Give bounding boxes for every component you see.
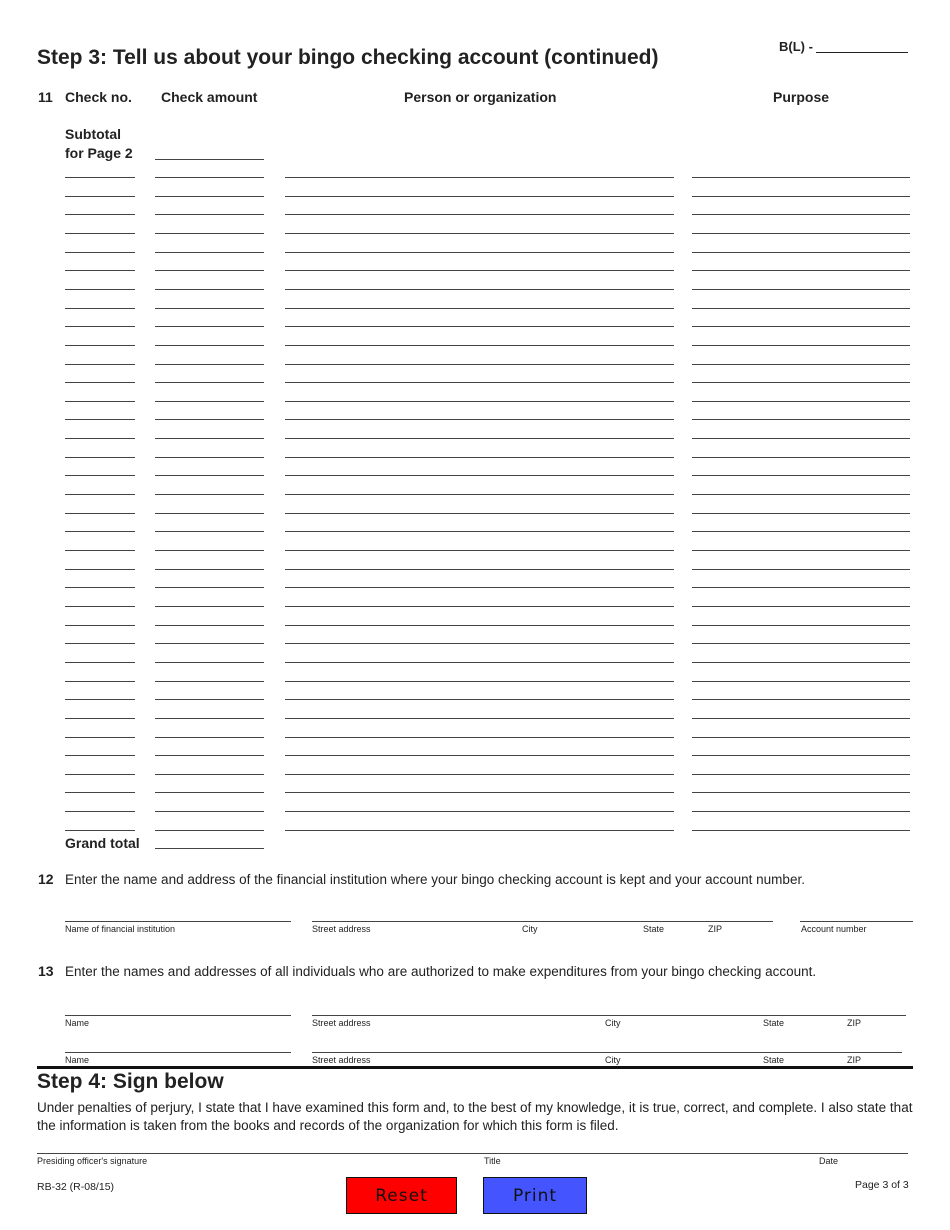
person-org-line[interactable] (285, 345, 674, 346)
person-org-line[interactable] (285, 531, 674, 532)
purpose-line[interactable] (692, 625, 910, 626)
print-button[interactable]: Print (483, 1177, 587, 1214)
check-no-line[interactable] (65, 382, 135, 383)
check-no-line[interactable] (65, 755, 135, 756)
person-org-line[interactable] (285, 587, 674, 588)
purpose-line[interactable] (692, 681, 910, 682)
purpose-line[interactable] (692, 289, 910, 290)
check-amount-line[interactable] (155, 177, 264, 178)
person-org-line[interactable] (285, 177, 674, 178)
check-amount-line[interactable] (155, 326, 264, 327)
person-org-line[interactable] (285, 699, 674, 700)
check-amount-line[interactable] (155, 457, 264, 458)
person-org-line[interactable] (285, 625, 674, 626)
purpose-line[interactable] (692, 475, 910, 476)
check-no-line[interactable] (65, 699, 135, 700)
purpose-line[interactable] (692, 457, 910, 458)
person-org-line[interactable] (285, 382, 674, 383)
check-amount-line[interactable] (155, 513, 264, 514)
caption-signature: Presiding officer's signature (37, 1156, 148, 1166)
check-amount-line[interactable] (155, 811, 264, 812)
col-check-no: Check no. (65, 89, 132, 105)
purpose-line[interactable] (692, 401, 910, 402)
line-13-number: 13 (38, 963, 54, 979)
purpose-line[interactable] (692, 513, 910, 514)
caption-city: City (605, 1055, 621, 1065)
check-amount-line[interactable] (155, 699, 264, 700)
person-org-line[interactable] (285, 401, 674, 402)
person-org-line[interactable] (285, 196, 674, 197)
check-no-line[interactable] (65, 233, 135, 234)
check-amount-line[interactable] (155, 270, 264, 271)
individual-2-name-line[interactable] (65, 1052, 291, 1053)
purpose-line[interactable] (692, 270, 910, 271)
purpose-line[interactable] (692, 308, 910, 309)
check-amount-line[interactable] (155, 681, 264, 682)
caption-zip: ZIP (708, 924, 723, 934)
section-divider (37, 1066, 913, 1069)
line-12-number: 12 (38, 871, 54, 887)
person-org-line[interactable] (285, 662, 674, 663)
purpose-line[interactable] (692, 326, 910, 327)
check-no-line[interactable] (65, 252, 135, 253)
individual-1-name-line[interactable] (65, 1015, 291, 1016)
purpose-line[interactable] (692, 755, 910, 756)
check-amount-line[interactable] (155, 438, 264, 439)
purpose-line[interactable] (692, 737, 910, 738)
purpose-line[interactable] (692, 214, 910, 215)
grand-total-label: Grand total (65, 835, 140, 851)
caption-title: Title (484, 1156, 501, 1166)
person-org-line[interactable] (285, 550, 674, 551)
caption-zip: ZIP (847, 1055, 862, 1065)
check-amount-line[interactable] (155, 419, 264, 420)
purpose-line[interactable] (692, 569, 910, 570)
caption-date: Date (819, 1156, 839, 1166)
check-amount-line[interactable] (155, 662, 264, 663)
person-org-line[interactable] (285, 792, 674, 793)
person-org-line[interactable] (285, 233, 674, 234)
check-amount-line[interactable] (155, 475, 264, 476)
check-amount-line[interactable] (155, 345, 264, 346)
col-purpose: Purpose (773, 89, 830, 105)
check-no-line[interactable] (65, 531, 135, 532)
check-no-line[interactable] (65, 475, 135, 476)
person-org-line[interactable] (285, 326, 674, 327)
purpose-line[interactable] (692, 177, 910, 178)
person-org-line[interactable] (285, 419, 674, 420)
individual-1-address-line[interactable] (312, 1015, 906, 1016)
person-org-line[interactable] (285, 214, 674, 215)
person-org-line[interactable] (285, 513, 674, 514)
check-no-line[interactable] (65, 830, 135, 831)
check-amount-line[interactable] (155, 774, 264, 775)
check-no-line[interactable] (65, 438, 135, 439)
person-org-line[interactable] (285, 475, 674, 476)
line-11-number: 11 (38, 89, 53, 105)
bl-label: B(L) - (779, 39, 813, 54)
person-org-line[interactable] (285, 308, 674, 309)
check-amount-line[interactable] (155, 606, 264, 607)
check-amount-line[interactable] (155, 494, 264, 495)
check-amount-line[interactable] (155, 196, 264, 197)
check-no-line[interactable] (65, 494, 135, 495)
person-org-line[interactable] (285, 681, 674, 682)
purpose-line[interactable] (692, 774, 910, 775)
purpose-line[interactable] (692, 382, 910, 383)
person-org-line[interactable] (285, 569, 674, 570)
check-amount-line[interactable] (155, 792, 264, 793)
purpose-line[interactable] (692, 606, 910, 607)
account-number-line[interactable] (800, 921, 913, 922)
check-no-line[interactable] (65, 457, 135, 458)
caption-street-address: Street address (312, 1055, 371, 1065)
step4-text: Under penalties of perjury, I state that I have examined this form and, to the best of my knowledge, it is true, correct, and complete. I also state that the information is taken from the books and records of the organization for which this form is filed. (37, 1100, 913, 1133)
check-no-line[interactable] (65, 587, 135, 588)
grand-total-input-line[interactable] (155, 848, 264, 849)
check-no-line[interactable] (65, 214, 135, 215)
check-no-line[interactable] (65, 308, 135, 309)
check-amount-line[interactable] (155, 718, 264, 719)
check-no-line[interactable] (65, 419, 135, 420)
check-no-line[interactable] (65, 550, 135, 551)
purpose-line[interactable] (692, 811, 910, 812)
check-amount-line[interactable] (155, 252, 264, 253)
page-number: Page 3 of 3 (855, 1179, 909, 1191)
check-amount-line[interactable] (155, 364, 264, 365)
purpose-line[interactable] (692, 252, 910, 253)
subtotal-label-line1: Subtotal (65, 126, 121, 142)
check-no-line[interactable] (65, 196, 135, 197)
purpose-line[interactable] (692, 643, 910, 644)
person-org-line[interactable] (285, 830, 674, 831)
person-org-line[interactable] (285, 643, 674, 644)
check-amount-line[interactable] (155, 625, 264, 626)
check-amount-line[interactable] (155, 401, 264, 402)
check-no-line[interactable] (65, 513, 135, 514)
check-no-line[interactable] (65, 289, 135, 290)
check-no-line[interactable] (65, 792, 135, 793)
person-org-line[interactable] (285, 364, 674, 365)
institution-address-line[interactable] (312, 921, 773, 922)
check-no-line[interactable] (65, 811, 135, 812)
caption-street-address: Street address (312, 924, 371, 934)
bl-field[interactable] (779, 39, 908, 54)
step3-title: Step 3: Tell us about your bingo checking account (continued) (37, 46, 659, 69)
check-no-line[interactable] (65, 737, 135, 738)
person-org-line[interactable] (285, 270, 674, 271)
check-amount-line[interactable] (155, 737, 264, 738)
check-no-line[interactable] (65, 401, 135, 402)
person-org-line[interactable] (285, 494, 674, 495)
check-amount-line[interactable] (155, 233, 264, 234)
col-person-org: Person or organization (404, 89, 557, 105)
purpose-line[interactable] (692, 662, 910, 663)
subtotal-label-line2: for Page 2 (65, 145, 133, 161)
person-org-line[interactable] (285, 811, 674, 812)
person-org-line[interactable] (285, 606, 674, 607)
check-amount-line[interactable] (155, 214, 264, 215)
purpose-line[interactable] (692, 364, 910, 365)
check-amount-line[interactable] (155, 830, 264, 831)
check-no-line[interactable] (65, 364, 135, 365)
institution-name-line[interactable] (65, 921, 291, 922)
check-no-line[interactable] (65, 774, 135, 775)
purpose-line[interactable] (692, 830, 910, 831)
caption-zip: ZIP (847, 1018, 862, 1028)
caption-name: Name (65, 1018, 90, 1028)
purpose-line[interactable] (692, 718, 910, 719)
check-no-line[interactable] (65, 681, 135, 682)
line-12-text: Enter the name and address of the financial institution where your bingo checking account is kept and your account number. (65, 872, 805, 887)
purpose-line[interactable] (692, 419, 910, 420)
check-no-line[interactable] (65, 177, 135, 178)
check-amount-line[interactable] (155, 289, 264, 290)
purpose-line[interactable] (692, 196, 910, 197)
check-no-line[interactable] (65, 625, 135, 626)
person-org-line[interactable] (285, 438, 674, 439)
person-org-line[interactable] (285, 737, 674, 738)
caption-city: City (522, 924, 538, 934)
check-no-line[interactable] (65, 270, 135, 271)
check-amount-line[interactable] (155, 382, 264, 383)
check-amount-line[interactable] (155, 550, 264, 551)
person-org-line[interactable] (285, 252, 674, 253)
form-id: RB-32 (R-08/15) (37, 1181, 115, 1193)
caption-account-number: Account number (801, 924, 867, 934)
check-no-line[interactable] (65, 662, 135, 663)
purpose-line[interactable] (692, 531, 910, 532)
col-check-amount: Check amount (161, 89, 258, 105)
caption-state: State (763, 1018, 785, 1028)
caption-city: City (605, 1018, 621, 1028)
purpose-line[interactable] (692, 792, 910, 793)
check-no-line[interactable] (65, 718, 135, 719)
purpose-line[interactable] (692, 438, 910, 439)
individual-2-address-line[interactable] (312, 1052, 902, 1053)
caption-street-address: Street address (312, 1018, 371, 1028)
check-no-line[interactable] (65, 643, 135, 644)
subtotal-label (65, 125, 133, 163)
purpose-line[interactable] (692, 699, 910, 700)
check-amount-line[interactable] (155, 569, 264, 570)
reset-button[interactable]: Reset (346, 1177, 457, 1214)
purpose-line[interactable] (692, 233, 910, 234)
caption-state: State (643, 924, 665, 934)
check-amount-line[interactable] (155, 587, 264, 588)
line-13-text: Enter the names and addresses of all individuals who are authorized to make expenditures from your bingo checking account. (65, 964, 817, 979)
person-org-line[interactable] (285, 457, 674, 458)
caption-state: State (763, 1055, 785, 1065)
check-no-line[interactable] (65, 569, 135, 570)
purpose-line[interactable] (692, 550, 910, 551)
caption-institution-name: Name of financial institution (65, 924, 176, 934)
person-org-line[interactable] (285, 755, 674, 756)
check-amount-line[interactable] (155, 643, 264, 644)
bl-input-line[interactable] (816, 52, 908, 53)
check-amount-line[interactable] (155, 755, 264, 756)
purpose-line[interactable] (692, 587, 910, 588)
purpose-line[interactable] (692, 494, 910, 495)
step4-title: Step 4: Sign below (37, 1070, 224, 1093)
caption-name: Name (65, 1055, 90, 1065)
person-org-line[interactable] (285, 718, 674, 719)
check-no-line[interactable] (65, 345, 135, 346)
check-no-line[interactable] (65, 326, 135, 327)
person-org-line[interactable] (285, 774, 674, 775)
subtotal-input-line[interactable] (155, 159, 264, 160)
signature-line[interactable] (37, 1153, 908, 1154)
check-amount-line[interactable] (155, 531, 264, 532)
check-no-line[interactable] (65, 606, 135, 607)
person-org-line[interactable] (285, 289, 674, 290)
purpose-line[interactable] (692, 345, 910, 346)
check-amount-line[interactable] (155, 308, 264, 309)
